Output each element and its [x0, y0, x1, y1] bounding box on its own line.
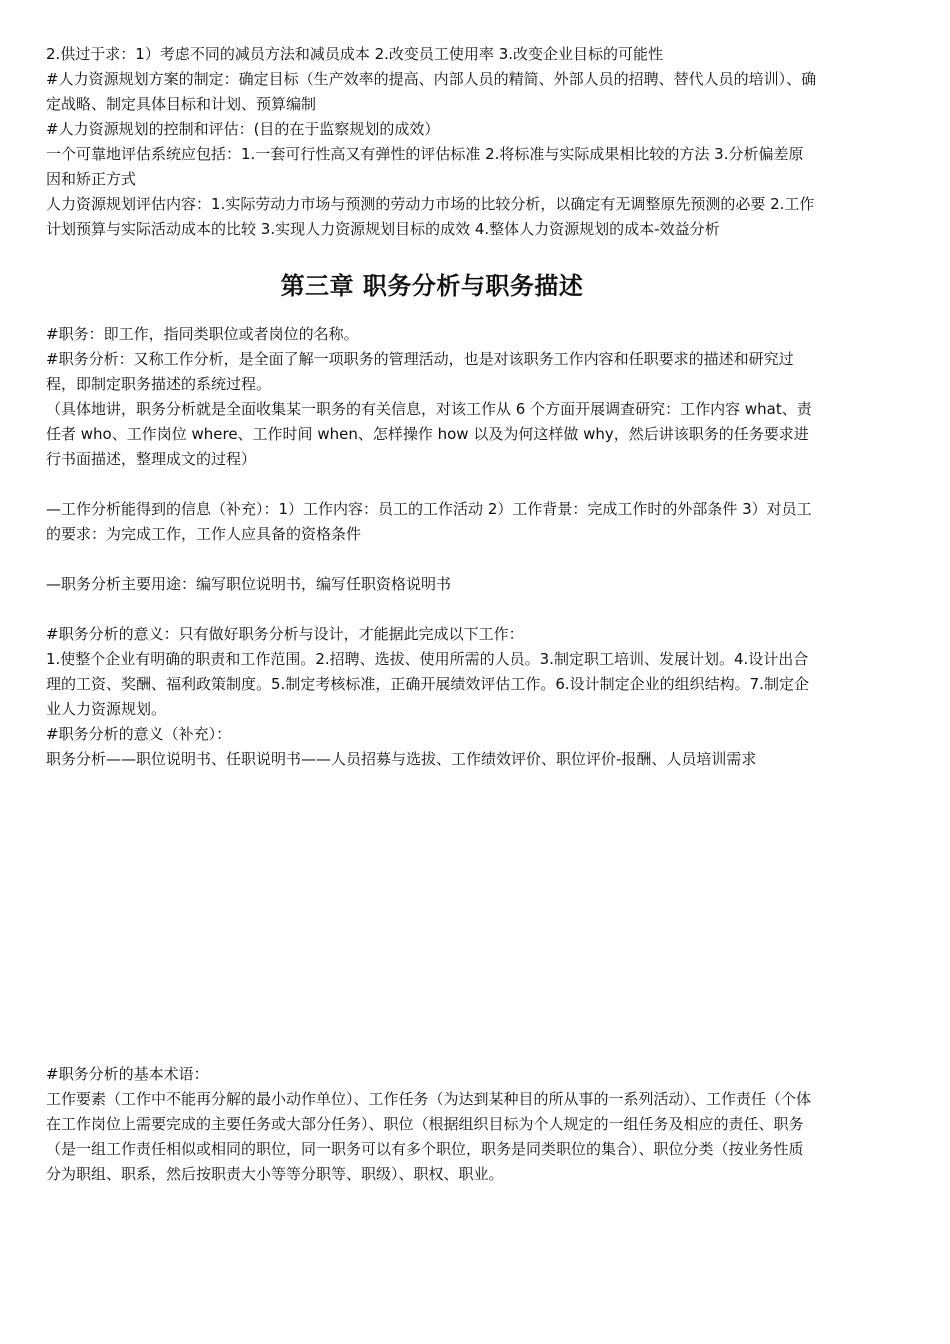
blank-line — [46, 472, 818, 497]
blank-line — [46, 547, 818, 572]
paragraph-plan-control: #人力资源规划的控制和评估：(目的在于监察规划的成效） — [46, 120, 440, 138]
document-page — [46, 42, 818, 1187]
paragraph-analysis-information: —工作分析能得到的信息（补充）：1）工作内容：员工的工作活动 2）工作背景：完成工作时的外部条件 3）对员工的要求：为完成工作，工作人应具备的资格条件 — [46, 500, 812, 543]
paragraph-job-definition: #职务：即工作，指同类职位或者岗位的名称。 — [46, 325, 359, 343]
page-whitespace — [46, 772, 818, 1062]
paragraph-analysis-uses: —职务分析主要用途：编写职位说明书，编写任职资格说明书 — [46, 575, 452, 593]
paragraph-evaluation-content: 人力资源规划评估内容：1.实际劳动力市场与预测的劳动力市场的比较分析，以确定有无调整原先预测的必要 2.工作计划预算与实际活动成本的比较 3.实现人力资源规划目标的成效 4.整体人力资源规划的成本-效益分析 — [46, 195, 815, 238]
paragraph-significance-intro: #职务分析的意义：只有做好职务分析与设计，才能据此完成以下工作： — [46, 625, 524, 643]
paragraph-significance-supplement: 职务分析——职位说明书、任职说明书——人员招募与选拔、工作绩效评价、职位评价-报酬、人员培训需求 — [46, 750, 757, 768]
paragraph-significance-list: 1.使整个企业有明确的职责和工作范围。2.招聘、选拔、使用所需的人员。3.制定职工培训、发展计划。4.设计出合理的工资、奖酬、福利政策制度。5.制定考核标准，正确开展绩效评估工作。6.设计制定企业的组织结构。7.制定企业人力资源规划。 — [46, 650, 809, 718]
chapter-title: 第三章 职务分析与职务描述 — [280, 272, 584, 300]
blank-line — [46, 597, 818, 622]
paragraph-job-analysis-detail: （具体地讲，职务分析就是全面收集某一职务的有关信息，对该工作从 6 个方面开展调查研究：工作内容 what、责任者 who、工作岗位 where、工作时间 when、怎样操作 how 以及为何这样做 why，然后讲该职务的任务要求进行书面描述，整理成文的过程） — [46, 400, 812, 468]
paragraph-terms-title: #职务分析的基本术语： — [46, 1065, 209, 1083]
paragraph-significance-supplement-title: #职务分析的意义（补充）： — [46, 725, 232, 743]
paragraph-evaluation-system: 一个可靠地评估系统应包括：1.一套可行性高又有弹性的评估标准 2.将标准与实际成果相比较的方法 3.分析偏差原因和矫正方式 — [46, 145, 804, 188]
paragraph-job-analysis-definition: #职务分析：又称工作分析，是全面了解一项职务的管理活动，也是对该职务工作内容和任职要求的描述和研究过程，即制定职务描述的系统过程。 — [46, 350, 794, 393]
paragraph-plan-formulation: #人力资源规划方案的制定：确定目标（生产效率的提高、内部人员的精简、外部人员的招聘、替代人员的培训）、确定战略、制定具体目标和计划、预算编制 — [46, 70, 817, 113]
paragraph-oversupply: 2.供过于求：1）考虑不同的减员方法和减员成本 2.改变员工使用率 3.改变企业目标的可能性 — [46, 45, 664, 63]
paragraph-terms-body: 工作要素（工作中不能再分解的最小动作单位）、工作任务（为达到某种目的所从事的一系列活动）、工作责任（个体在工作岗位上需要完成的主要任务或大部分任务）、职位（根据组织目标为个人规定的一组任务及相应的责任、职务（是一组工作责任相似或相同的职位，同一职务可以有多个职位，职务是同类职位的集合）、职位分类（按业务性质分为职组、职系，然后按职责大小等等分职等、职级）、职权、职业。 — [46, 1090, 812, 1183]
